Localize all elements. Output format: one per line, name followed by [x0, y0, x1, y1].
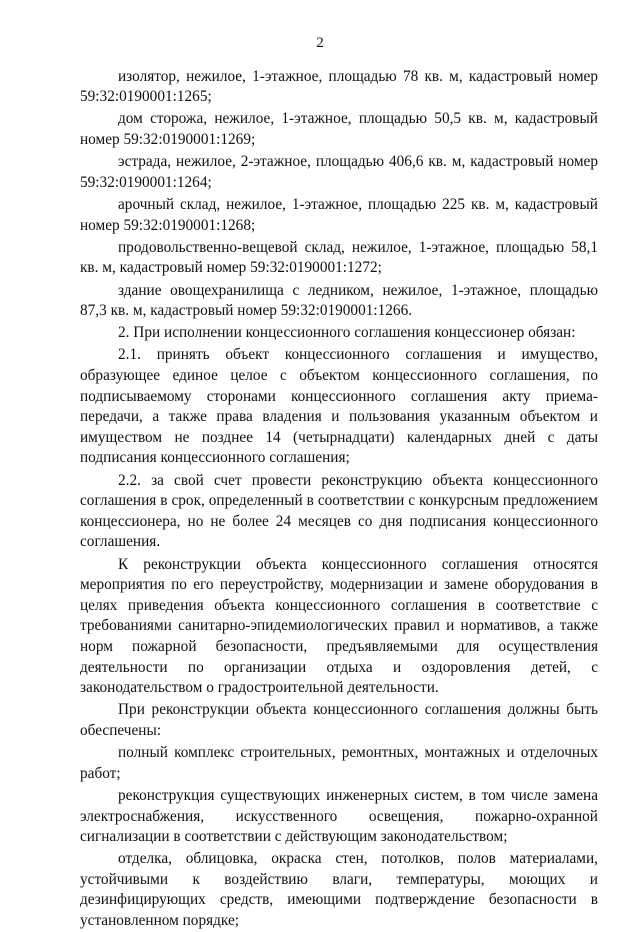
paragraph-arched-warehouse: арочный склад, нежилое, 1-этажное, площадью 225 кв. м, кадастровый номер 59:32:0190001:1268; [80, 195, 598, 234]
paragraph-section-2: 2. При исполнении концессионного соглашения концессионер обязан: [118, 324, 576, 342]
page-number: 2 [316, 35, 324, 51]
paragraph-reconstruction-scope: К реконструкции объекта концессионного соглашения относятся мероприятия по его переустройству, модернизации и замене оборудования в целях приведения объекта концессионного соглашения в соответствие с требованиями санитарно-эпидемиологических правил и нормативов, а также норм пожарной безопасности, предъявляемыми для осуществления деятельности по организации отдыха и оздоровления детей, с законодательством о градостроительной деятельности. [80, 555, 598, 697]
document-body [80, 65, 598, 932]
paragraph-reconstruction-requirements: При реконструкции объекта концессионного соглашения должны быть обеспечены: [80, 701, 598, 739]
paragraph-clause-2-2: 2.2. за свой счет провести реконструкцию объекта концессионного соглашения в срок, определенный в соответствии с конкурсным предложением концессионера, но не более 24 месяцев со дня подписания концессионного соглашения. [80, 471, 598, 551]
paragraph-works-complex: полный комплекс строительных, ремонтных, монтажных и отделочных работ; [80, 744, 598, 782]
paragraph-stage: эстрада, нежилое, 2-этажное, площадью 406,6 кв. м, кадастровый номер 59:32:0190001:1264; [80, 153, 598, 191]
paragraph-watchman-house: дом сторожа, нежилое, 1-этажное, площадью 50,5 кв. м, кадастровый номер 59:32:0190001:1269; [80, 110, 598, 148]
paragraph-vegetable-storage: здание овощехранилища с ледником, нежилое, 1-этажное, площадью 87,3 кв. м, кадастровый номер 59:32:0190001:1266. [80, 281, 598, 320]
paragraph-engineering-systems: реконструкция существующих инженерных систем, в том числе замена электроснабжения, искусственного освещения, пожарно-охранной сигнализации в соответствии с действующим законодательством; [80, 786, 598, 846]
paragraph-clause-2-1: 2.1. принять объект концессионного соглашения и имущество, образующее единое целое с объектом концессионного соглашения, по подписываемому сторонами концессионного соглашения акту приема-передачи, а также права владения и пользования указанным объектом и имуществом не позднее 14 (четырнадцати) календарных дней с даты подписания концессионного соглашения; [80, 346, 598, 467]
paragraph-isolator: изолятор, нежилое, 1-этажное, площадью 78 кв. м, кадастровый номер 59:32:0190001:1265; [80, 67, 598, 106]
paragraph-finishing: отделка, облицовка, окраска стен, потолков, полов материалами, устойчивыми к воздействию влаги, температуры, моющих и дезинфицирующих средств, имеющими подтверждение безопасности в установленном порядке; [80, 850, 598, 930]
paragraph-food-clothing-warehouse: продовольственно-вещевой склад, нежилое, 1-этажное, площадью 58,1 кв. м, кадастровый номер 59:32:0190001:1272; [80, 238, 598, 277]
